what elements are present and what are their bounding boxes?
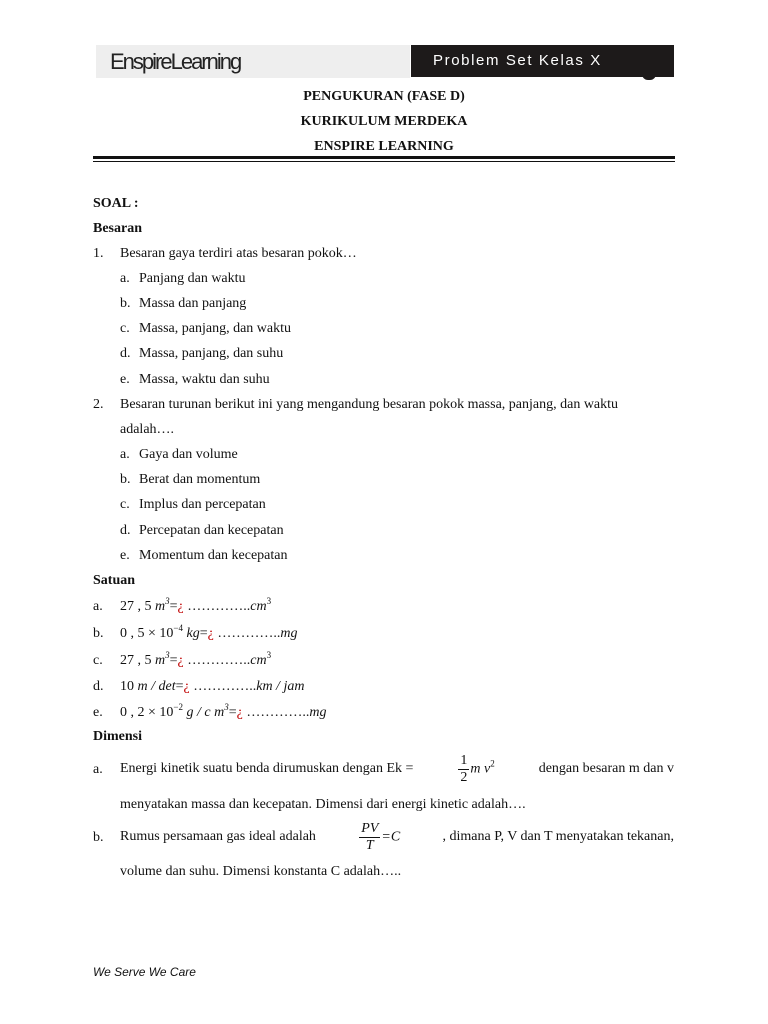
unit: m / det [137, 679, 176, 694]
equals: = [199, 626, 208, 641]
satuan-a-expression [120, 596, 272, 615]
dimensi-b-letter: b. [93, 830, 104, 845]
equals: = [175, 679, 184, 694]
question-2-number: 2. [93, 397, 104, 412]
denominator: 2 [460, 769, 468, 785]
option-letter: a. [120, 271, 130, 286]
answer-blank: ………….. [189, 679, 257, 694]
answer-blank: ………….. [183, 599, 251, 614]
satuan-b-expression [120, 623, 298, 642]
dimensi-a-pre: Energi kinetik suatu benda dirumuskan dengan Ek = [120, 761, 414, 776]
unit: kg [186, 626, 200, 641]
title-line-3: ENSPIRE LEARNING [314, 139, 454, 154]
header-badge [411, 45, 674, 77]
footer-tagline: We Serve We Care [93, 965, 196, 979]
option-letter: d. [120, 346, 131, 361]
option-text: Massa, waktu dan suhu [139, 372, 270, 387]
dimensi-a-letter: a. [93, 762, 103, 777]
placeholder-mark: ¿ [207, 626, 214, 641]
exponent: 3 [224, 702, 229, 712]
satuan-d-expression [120, 679, 304, 695]
badge-label: Problem Set Kelas X [433, 52, 602, 69]
target-exponent: 3 [266, 596, 272, 606]
dimensi-a-line2: menyatakan massa dan kecepatan. Dimensi dari energi kinetic adalah…. [120, 797, 526, 812]
option-letter: b. [120, 472, 131, 487]
power: −2 [173, 702, 183, 712]
title-line-2: KURIKULUM MERDEKA [300, 114, 468, 129]
denominator: T [365, 837, 374, 853]
option-letter: e. [120, 548, 130, 563]
unit: m [155, 653, 166, 668]
power: −4 [173, 623, 183, 633]
option-text: Massa, panjang, dan suhu [139, 346, 284, 361]
equals: = [228, 705, 237, 720]
satuan-b-letter: b. [93, 626, 104, 641]
dimensi-b-formula [358, 821, 400, 854]
satuan-e-letter: e. [93, 705, 103, 720]
target-unit: cm [250, 653, 267, 668]
target-unit: km / jam [256, 679, 305, 694]
unit: g / c m [186, 705, 225, 720]
satuan-c-letter: c. [93, 653, 103, 668]
satuan-c-expression [120, 650, 272, 669]
value: 0 , 5 × 10 [120, 626, 174, 641]
expression: m v [470, 761, 491, 777]
q2-option-c [120, 497, 266, 513]
title-line-1: PENGUKURAN (FASE D) [303, 89, 465, 104]
satuan-e-expression [120, 702, 327, 721]
option-text: Percepatan dan kecepatan [139, 523, 284, 538]
placeholder-mark: ¿ [177, 599, 184, 614]
option-text: Panjang dan waktu [139, 271, 246, 286]
placeholder-mark: ¿ [177, 653, 184, 668]
option-text: Gaya dan volume [139, 447, 238, 462]
dimensi-heading: Dimensi [93, 729, 142, 744]
satuan-d-letter: d. [93, 679, 104, 694]
option-letter: b. [120, 296, 131, 311]
placeholder-mark: ¿ [236, 705, 243, 720]
q1-option-d [120, 346, 283, 362]
option-letter: c. [120, 321, 130, 336]
q1-option-c [120, 321, 291, 337]
option-text: Massa dan panjang [139, 296, 247, 311]
exponent: 3 [165, 650, 170, 660]
numerator: PV [361, 820, 379, 836]
q1-option-e [120, 372, 270, 388]
question-2-text-line2: adalah…. [120, 422, 175, 437]
satuan-heading: Satuan [93, 573, 136, 588]
dimensi-b-pre: Rumus persamaan gas ideal adalah [120, 829, 316, 844]
q2-option-d [120, 523, 284, 539]
question-2-text-line1: Besaran turunan berikut ini yang mengandung besaran pokok massa, panjang, dan waktu [120, 397, 619, 412]
answer-blank: ………….. [213, 626, 281, 641]
q2-option-a [120, 447, 238, 463]
placeholder-mark: ¿ [183, 679, 190, 694]
target-unit: mg [309, 705, 327, 720]
answer-blank: ………….. [183, 653, 251, 668]
option-letter: c. [120, 497, 130, 512]
soal-label: SOAL : [93, 196, 139, 211]
besaran-heading: Besaran [93, 221, 142, 236]
target-exponent: 3 [266, 650, 272, 660]
target-unit: cm [250, 599, 267, 614]
q1-option-a [120, 271, 246, 287]
dimensi-b-line1 [120, 820, 674, 854]
unit: m [155, 599, 166, 614]
exponent: 3 [165, 596, 170, 606]
value: 27 , 5 [120, 653, 152, 668]
value: 27 , 5 [120, 599, 152, 614]
option-letter: e. [120, 372, 130, 387]
dimensi-b-line2: volume dan suhu. Dimensi konstanta C adalah….. [120, 864, 402, 879]
value: 0 , 2 × 10 [120, 705, 174, 720]
answer-blank: ………….. [242, 705, 310, 720]
question-1-text: Besaran gaya terdiri atas besaran pokok… [120, 246, 357, 261]
dimensi-a-line1 [120, 752, 674, 786]
equals: = [169, 653, 178, 668]
option-letter: a. [120, 447, 130, 462]
value: 10 [120, 679, 134, 694]
option-text: Massa, panjang, dan waktu [139, 321, 292, 336]
option-text: Implus dan percepatan [139, 497, 266, 512]
satuan-a-letter: a. [93, 599, 103, 614]
exponent: 2 [490, 758, 495, 769]
option-text: Berat dan momentum [139, 472, 261, 487]
dimensi-b-post: , dimana P, V dan T menyatakan tekanan, [442, 829, 674, 844]
target-unit: mg [280, 626, 298, 641]
title-divider-thick [93, 156, 675, 159]
q2-option-b [120, 472, 260, 488]
fraction-half [458, 753, 469, 786]
expression: =C [381, 829, 401, 845]
title-divider-thin [93, 161, 675, 162]
equals: = [169, 599, 178, 614]
q1-option-b [120, 296, 246, 312]
option-text: Momentum dan kecepatan [139, 548, 288, 563]
q2-option-e [120, 548, 288, 564]
option-letter: d. [120, 523, 131, 538]
brand-logo-text: EnspireLearning [110, 49, 241, 74]
numerator: 1 [460, 752, 468, 768]
fraction-pv-t [359, 821, 380, 854]
badge-notch [642, 74, 656, 80]
dimensi-a-post: dengan besaran m dan v [538, 761, 674, 776]
dimensi-a-formula [457, 753, 494, 786]
question-1-number: 1. [93, 246, 104, 261]
